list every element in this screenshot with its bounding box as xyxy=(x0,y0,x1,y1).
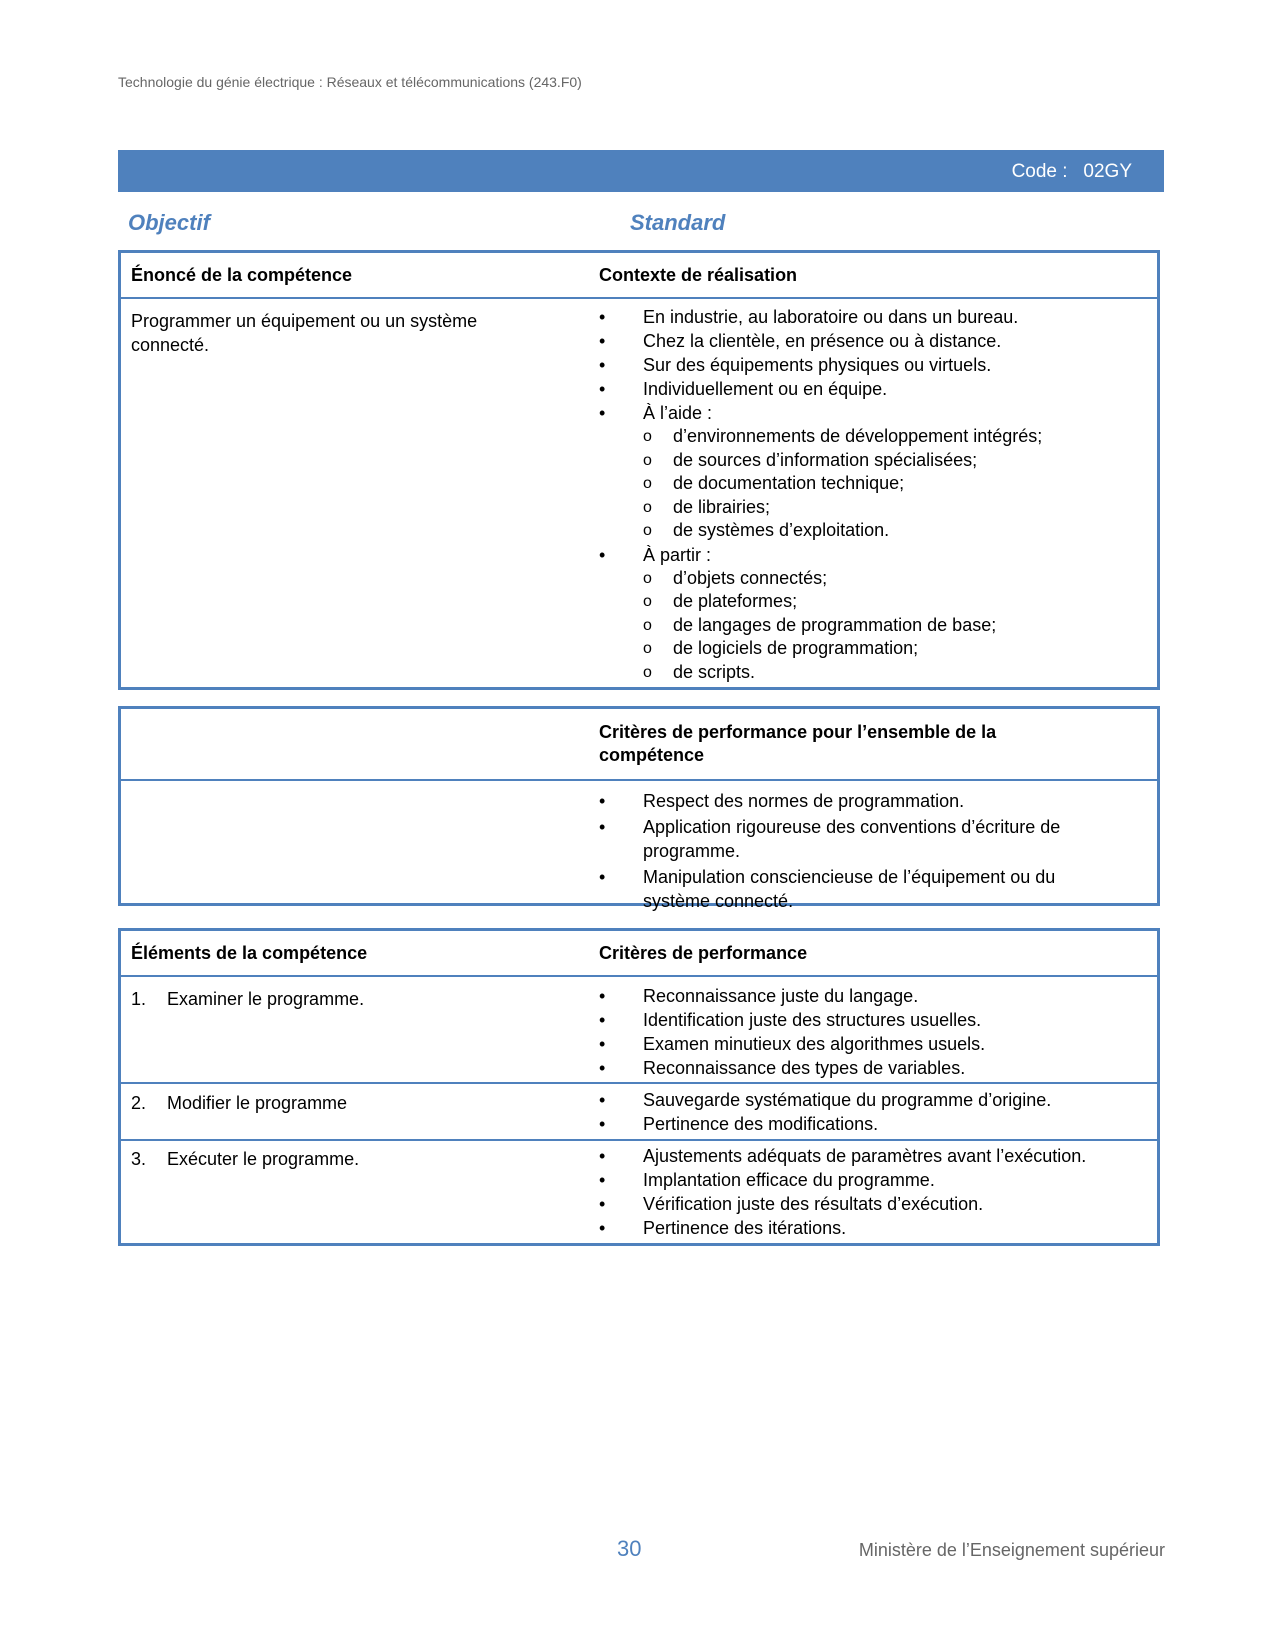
list-item: o de systèmes d’exploitation. xyxy=(599,519,1159,543)
list-item: o de documentation technique; xyxy=(599,472,1159,496)
criteres-heading: Critères de performance xyxy=(599,943,808,963)
row-divider xyxy=(121,1082,1157,1084)
element-1 xyxy=(131,987,364,1011)
elements-heading: Éléments de la compétence xyxy=(131,943,368,963)
element-1-criteres xyxy=(599,984,1159,1080)
list-item: • Reconnaissance des types de variables. xyxy=(599,1056,1159,1080)
code-label: Code : xyxy=(1011,161,1068,182)
list-item: • Sauvegarde systématique du programme d’origine. xyxy=(599,1088,1159,1112)
row-divider xyxy=(121,1139,1157,1141)
element-number: 2. xyxy=(131,1093,147,1113)
list-item: • Examen minutieux des algorithmes usuels. xyxy=(599,1032,1159,1056)
table-header xyxy=(121,253,1157,299)
code-value: 02GY xyxy=(1083,161,1132,182)
list-item: o de sources d’information spécialisées; xyxy=(599,449,1159,473)
elements-criteres-table xyxy=(118,928,1160,1246)
list-item: o d’objets connectés; xyxy=(599,567,1159,591)
list-item: • Identification juste des structures usuelles. xyxy=(599,1008,1159,1032)
list-item: o d’environnements de développement intégrés; xyxy=(599,425,1159,449)
list-item: • En industrie, au laboratoire ou dans un bureau. xyxy=(599,305,1159,329)
enonce-heading: Énoncé de la compétence xyxy=(131,265,353,285)
contexte-heading: Contexte de réalisation xyxy=(599,265,798,285)
running-title: Technologie du génie électrique : Réseaux et télécommunications (243.F0) xyxy=(118,74,582,90)
table-header xyxy=(121,709,1157,781)
table-header xyxy=(121,931,1157,977)
criteres-ensemble-heading: Critères de performance pour l’ensemble de la compétence xyxy=(599,722,997,765)
element-number: 3. xyxy=(131,1149,147,1169)
list-item: o de langages de programmation de base; xyxy=(599,614,1159,638)
element-3 xyxy=(131,1147,359,1171)
element-label: Modifier le programme xyxy=(167,1093,348,1113)
list-item: • Individuellement ou en équipe. xyxy=(599,377,1159,401)
code-banner xyxy=(118,150,1164,192)
list-item: • Implantation efficace du programme. xyxy=(599,1168,1159,1192)
list-item: • Chez la clientèle, en présence ou à distance. xyxy=(599,329,1159,353)
list-item: • À partir : xyxy=(599,543,1159,567)
element-2 xyxy=(131,1091,347,1115)
list-item: • Pertinence des itérations. xyxy=(599,1216,1159,1240)
criteres-ensemble-list xyxy=(599,789,1069,913)
element-label: Exécuter le programme. xyxy=(167,1149,360,1169)
aide-sublist xyxy=(599,425,1159,543)
list-item xyxy=(599,401,1159,425)
list-item: o de logiciels de programmation; xyxy=(599,637,1159,661)
list-item: • Respect des normes de programmation. xyxy=(599,789,1069,813)
objectif-heading: Objectif xyxy=(128,210,210,235)
list-item: • Reconnaissance juste du langage. xyxy=(599,984,1159,1008)
enonce-text: Programmer un équipement ou un système connecté. xyxy=(131,311,478,355)
list-item: • Vérification juste des résultats d’exécution. xyxy=(599,1192,1159,1216)
element-2-criteres xyxy=(599,1088,1159,1136)
aide-label: À l’aide : xyxy=(643,403,713,423)
standard-heading: Standard xyxy=(630,210,726,235)
objective-standard-row xyxy=(128,210,1158,238)
page-number: 30 xyxy=(617,1536,642,1561)
element-3-criteres xyxy=(599,1144,1159,1240)
element-number: 1. xyxy=(131,989,147,1009)
footer-ministere: Ministère de l’Enseignement supérieur xyxy=(858,1540,1165,1560)
list-item: • Manipulation consciencieuse de l’équipement ou du système connecté. xyxy=(599,865,1069,913)
competency-code xyxy=(1012,161,1132,183)
list-item: o de librairies; xyxy=(599,496,1159,520)
list-item: • Sur des équipements physiques ou virtuels. xyxy=(599,353,1159,377)
element-label: Examiner le programme. xyxy=(167,989,365,1009)
criteres-ensemble-table xyxy=(118,706,1160,911)
list-item: • Ajustements adéquats de paramètres avant l’exécution. xyxy=(599,1144,1159,1168)
list-item: • Application rigoureuse des conventions d’écriture de programme. xyxy=(599,815,1069,863)
partir-sublist xyxy=(599,567,1159,685)
list-item: o de plateformes; xyxy=(599,590,1159,614)
list-item: o de scripts. xyxy=(599,661,1159,685)
enonce-contexte-table xyxy=(118,250,1160,690)
list-item: • Pertinence des modifications. xyxy=(599,1112,1159,1136)
contexte-list xyxy=(599,305,1159,684)
